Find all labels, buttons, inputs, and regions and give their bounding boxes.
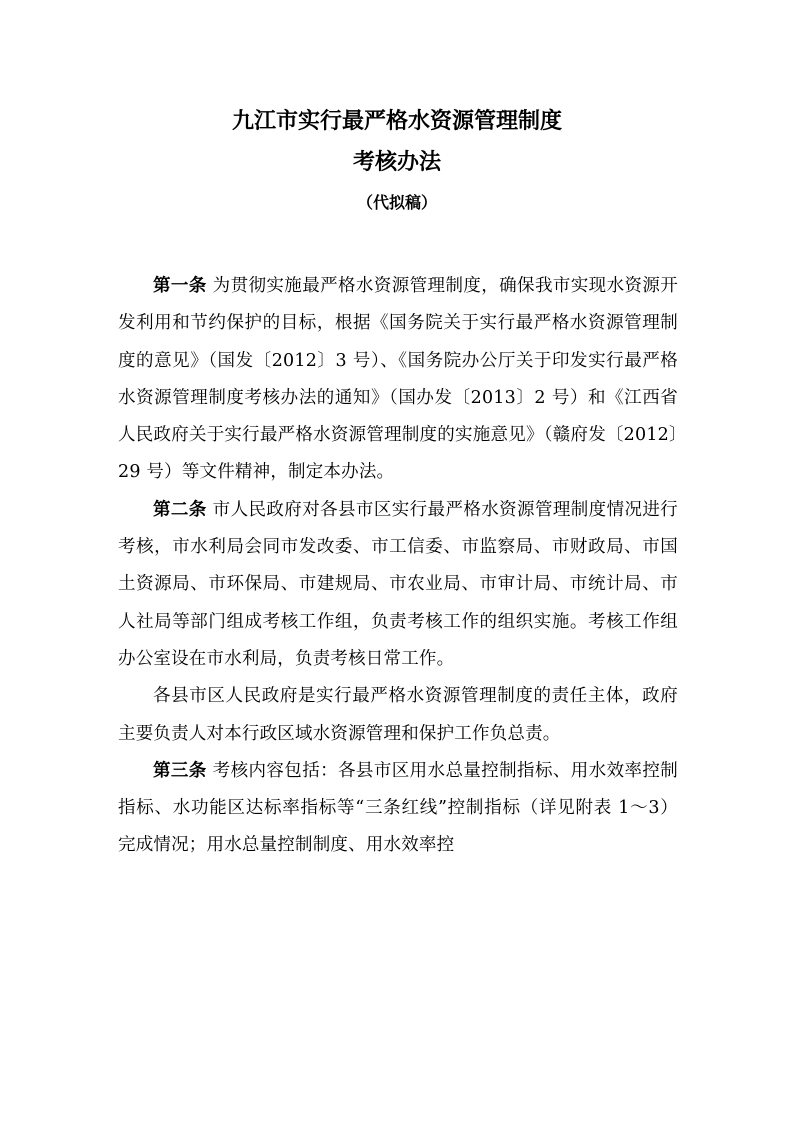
article-2-continuation-paragraph — [118, 678, 678, 753]
document-body — [118, 268, 678, 865]
article-2-label: 第二条 — [153, 499, 207, 520]
article-3-paragraph — [118, 753, 678, 865]
article-2-paragraph — [118, 492, 678, 678]
article-3-text: 考核内容包括：各县市区用水总量控制指标、用水效率控制指标、水功能区达标率指标等“三条红线”控制指标（详见附表 1～3）完成情况；用水总量控制制度、用水效率控 — [118, 760, 678, 856]
article-1-text: 为贯彻实施最严格水资源管理制度，确保我市实现水资源开发利用和节约保护的目标，根据《国务院关于实行最严格水资源管理制度的意见》（国发〔2012〕3 号）、《国务院办公厅关于印发实行最严格水资源管理制度考核办法的通知》（国办发〔2013〕2 号）和《江西省人民政府关于实行最严格水资源管理制度的实施意见》（赣府发〔2012〕29 号）等文件精神，制定本办法。 — [118, 276, 678, 483]
article-1-label: 第一条 — [153, 276, 207, 296]
article-2-continuation-text: 各县市区人民政府是实行最严格水资源管理制度的责任主体，政府主要负责人对本行政区域水资源管理和保护工作负总责。 — [118, 686, 678, 744]
document-title-line2: 考核办法 — [352, 150, 441, 175]
article-2-text: 市人民政府对各县市区实行最严格水资源管理制度情况进行考核，市水利局会同市发改委、市工信委、市监察局、市财政局、市国土资源局、市环保局、市建规局、市农业局、市审计局、市统计局、市人社局等部门组成考核工作组，负责考核工作的组织实施。考核工作组办公室设在市水利局，负责考核日常工作。 — [118, 499, 678, 669]
article-1-paragraph — [118, 268, 678, 492]
document-title-line1: 九江市实行最严格水资源管理制度 — [231, 109, 562, 134]
article-3-label: 第三条 — [153, 760, 207, 781]
document-subtitle: （代拟稿） — [356, 193, 437, 212]
